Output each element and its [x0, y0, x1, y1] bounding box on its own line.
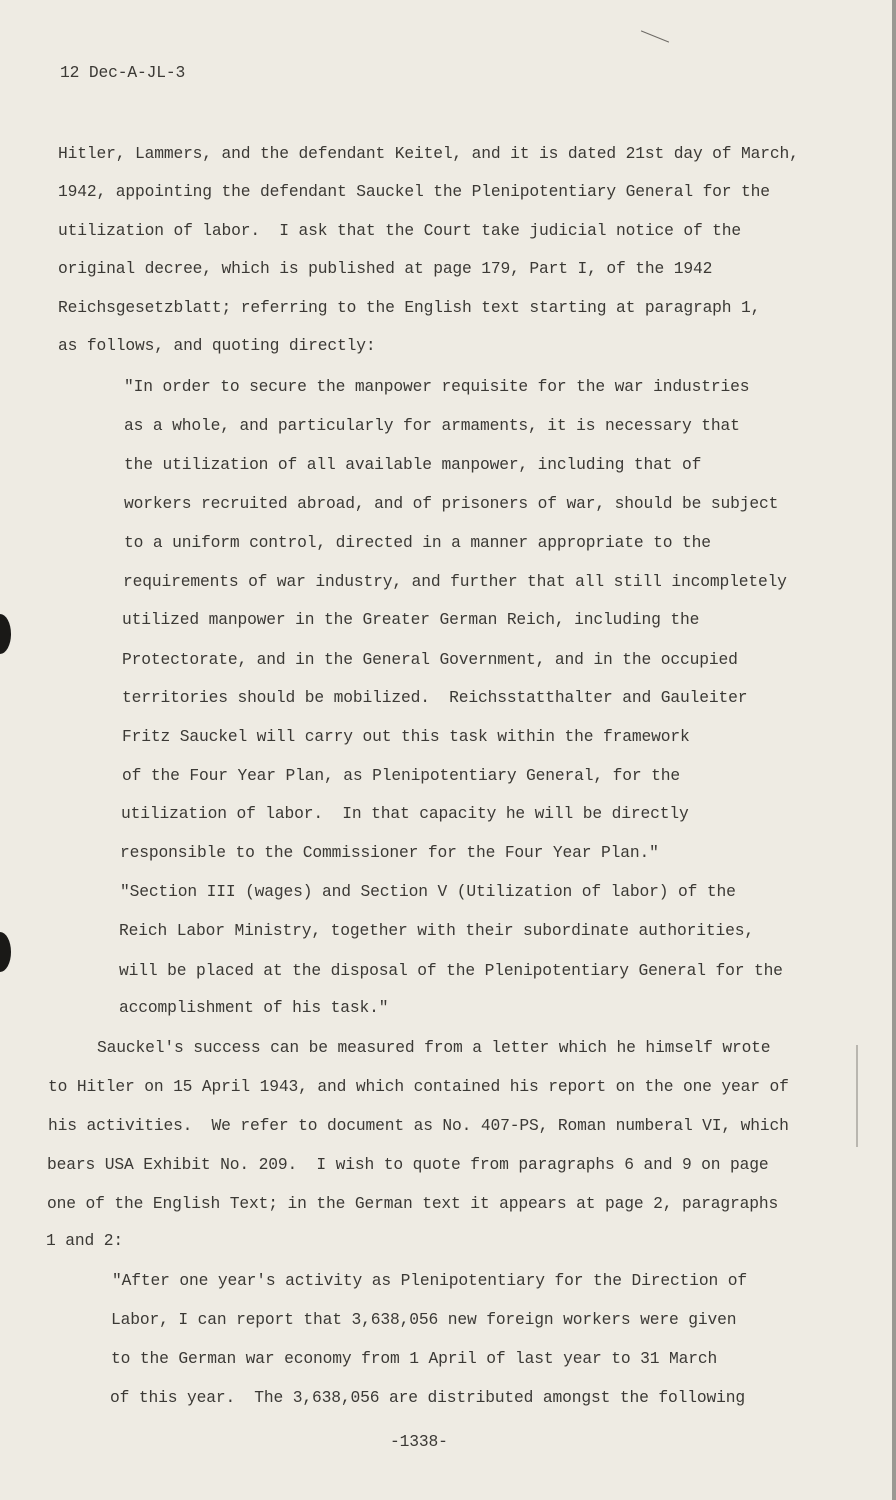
quote-line: "Section III (wages) and Section V (Utilization of labor) of the [120, 882, 736, 901]
quote-line: Labor, I can report that 3,638,056 new foreign workers were given [111, 1310, 737, 1329]
text-line: 1942, appointing the defendant Sauckel the Plenipotentiary General for the [58, 182, 770, 201]
quote-line: workers recruited abroad, and of prisoners of war, should be subject [124, 494, 779, 513]
punch-hole [0, 932, 11, 972]
quote-line: Protectorate, and in the General Government, and in the occupied [122, 650, 738, 669]
quote-line: will be placed at the disposal of the Plenipotentiary General for the [119, 961, 783, 980]
pencil-mark [641, 30, 669, 42]
quote-line: Fritz Sauckel will carry out this task within the framework [122, 727, 690, 746]
quote-line: requirements of war industry, and further that all still incompletely [123, 572, 787, 591]
quote-line: of the Four Year Plan, as Plenipotentiary General, for the [122, 766, 680, 785]
punch-hole [0, 614, 11, 654]
text-line: to Hitler on 15 April 1943, and which contained his report on the one year of [48, 1077, 789, 1096]
quote-line: as a whole, and particularly for armaments, it is necessary that [124, 416, 740, 435]
quote-line: the utilization of all available manpower, including that of [124, 455, 702, 474]
quote-line: to a uniform control, directed in a manner appropriate to the [124, 533, 711, 552]
quote-line: utilized manpower in the Greater German Reich, including the [122, 610, 700, 629]
text-line: Hitler, Lammers, and the defendant Keitel, and it is dated 21st day of March, [58, 144, 799, 163]
text-line: 1 and 2: [46, 1231, 123, 1250]
text-line: his activities. We refer to document as No. 407-PS, Roman numberal VI, which [48, 1116, 789, 1135]
text-line: utilization of labor. I ask that the Court take judicial notice of the [58, 221, 742, 240]
page-number: -1338- [390, 1432, 448, 1451]
quote-line: utilization of labor. In that capacity he will be directly [121, 804, 689, 823]
page-code: 12 Dec-A-JL-3 [60, 63, 186, 82]
quote-line: "After one year's activity as Plenipotentiary for the Direction of [112, 1271, 747, 1290]
quote-line: territories should be mobilized. Reichsstatthalter and Gauleiter [122, 688, 748, 707]
quote-line: to the German war economy from 1 April of last year to 31 March [111, 1349, 718, 1368]
quote-line: responsible to the Commissioner for the Four Year Plan." [120, 843, 659, 862]
text-line: as follows, and quoting directly: [58, 336, 376, 355]
text-line: original decree, which is published at page 179, Part I, of the 1942 [58, 259, 713, 278]
quote-line: "In order to secure the manpower requisite for the war industries [124, 377, 750, 396]
paper-scratch-mark [856, 1045, 858, 1147]
quote-line: accomplishment of his task." [119, 998, 389, 1017]
text-line: one of the English Text; in the German text it appears at page 2, paragraphs [47, 1194, 779, 1213]
text-line: Reichsgesetzblatt; referring to the English text starting at paragraph 1, [58, 298, 761, 317]
text-line: bears USA Exhibit No. 209. I wish to quote from paragraphs 6 and 9 on page [47, 1155, 769, 1174]
quote-line: of this year. The 3,638,056 are distributed amongst the following [110, 1388, 745, 1407]
quote-line: Reich Labor Ministry, together with their subordinate authorities, [119, 921, 754, 940]
text-line: Sauckel's success can be measured from a letter which he himself wrote [97, 1038, 771, 1057]
